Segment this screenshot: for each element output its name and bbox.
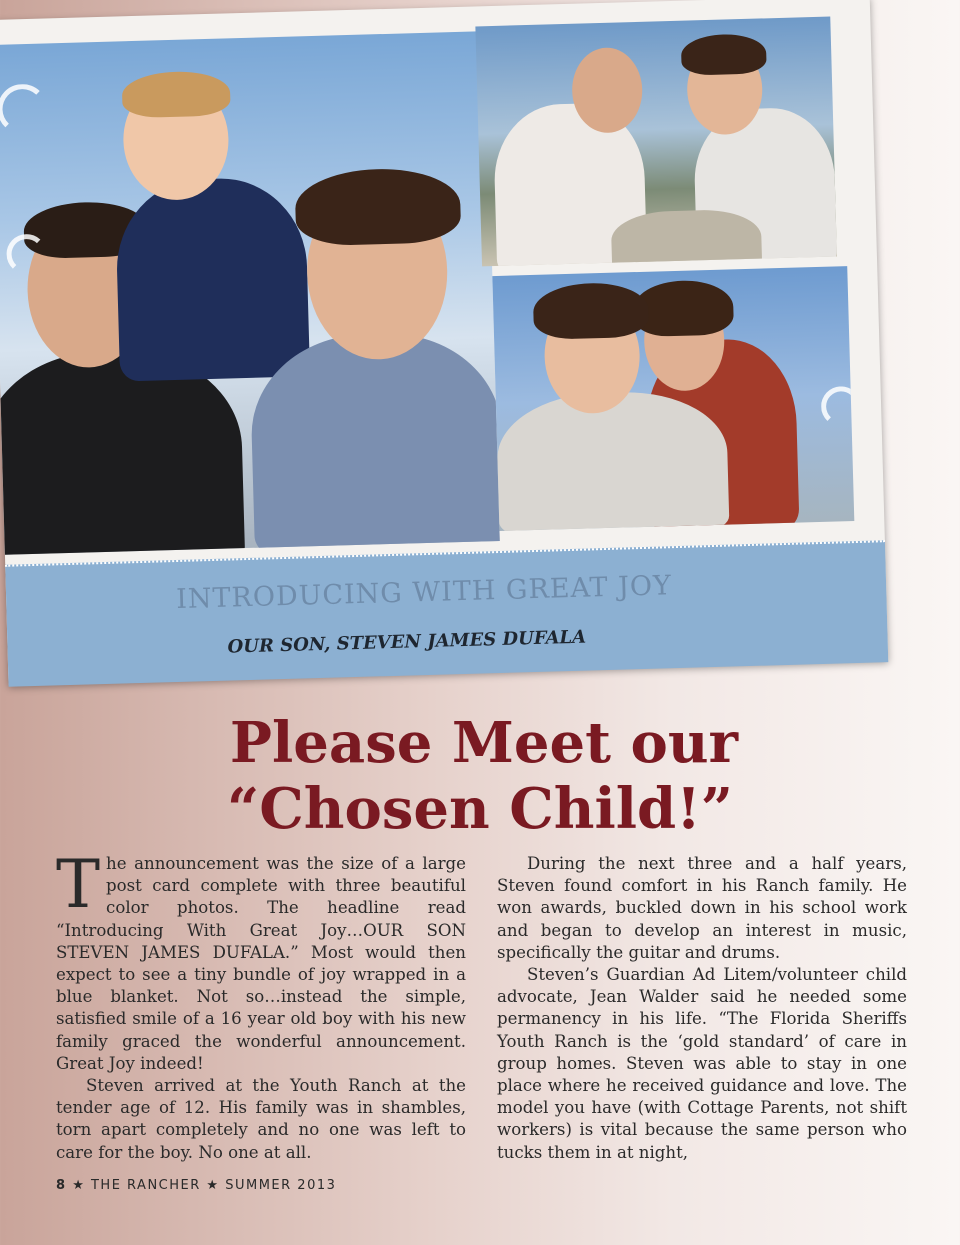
page-footer	[56, 1178, 336, 1193]
star-separator: ★	[206, 1178, 220, 1193]
card-banner	[5, 540, 888, 687]
person-right-hair	[294, 167, 461, 247]
banner-title: INTRODUCING WITH GREAT JOY	[175, 570, 673, 616]
headline-line2: “Chosen Child!”	[227, 776, 733, 842]
photo-mother-son	[492, 266, 854, 531]
paragraph: Steven’s Guardian Ad Litem/volunteer child advocate, Jean Walder said he needed some permanency in his life. “The Florida Sheriffs Youth Ranch is the ‘gold standard’ of care in group homes. Steven was able to stay in one place where he received guidance and love. The model you have (with Cottage Parents, not shift workers) is vital because the same person who tucks them in at night,	[497, 965, 907, 1162]
photo-arm-wrestling	[475, 17, 837, 267]
banner-subtitle: OUR SON, STEVEN JAMES DUFALA	[227, 626, 587, 658]
star-separator: ★	[72, 1178, 86, 1193]
toddler-body	[115, 176, 311, 381]
son-hair	[681, 33, 767, 75]
person-left-body	[0, 348, 245, 555]
article-column-right	[497, 853, 907, 1164]
paragraph	[56, 846, 466, 1075]
toddler-hair	[122, 70, 231, 118]
family-photo-main	[0, 31, 500, 555]
rock	[611, 209, 763, 267]
paragraph: Steven arrived at the Youth Ranch at the tender age of 12. His family was in shambles, torn apart completely and no one was left to care for the boy. No one at all.	[56, 1076, 466, 1162]
paragraph: During the next three and a half years, Steven found comfort in his Ranch family. He won awards, buckled down in his school work and began to develop an interest in music, specifically the guitar and drums.	[497, 854, 907, 962]
article-column-left	[56, 846, 466, 1164]
publication-name: THE RANCHER	[90, 1178, 201, 1193]
swirl-decoration	[821, 386, 855, 427]
son-hair	[533, 282, 649, 340]
son-shirt	[496, 390, 730, 531]
swirl-decoration	[0, 83, 48, 134]
paragraph-text: he announcement was the size of a large post card complete with three beautiful color photos. The headline read “Introducing With Great Joy…OUR SON STEVEN JAMES DUFALA.” Most would then expect to see a tiny bundle of joy wrapped in a blue blanket. Not so…instead the simple, satisfied smile of a 16 year old boy with his new family graced the wonderful announcement. Great Joy indeed!	[56, 854, 466, 1073]
page-number: 8	[56, 1178, 67, 1193]
drop-cap: T	[56, 846, 101, 923]
issue-name: SUMMER 2013	[225, 1178, 337, 1193]
person-right-body	[249, 331, 500, 555]
headline-line1: Please Meet our	[229, 710, 739, 776]
